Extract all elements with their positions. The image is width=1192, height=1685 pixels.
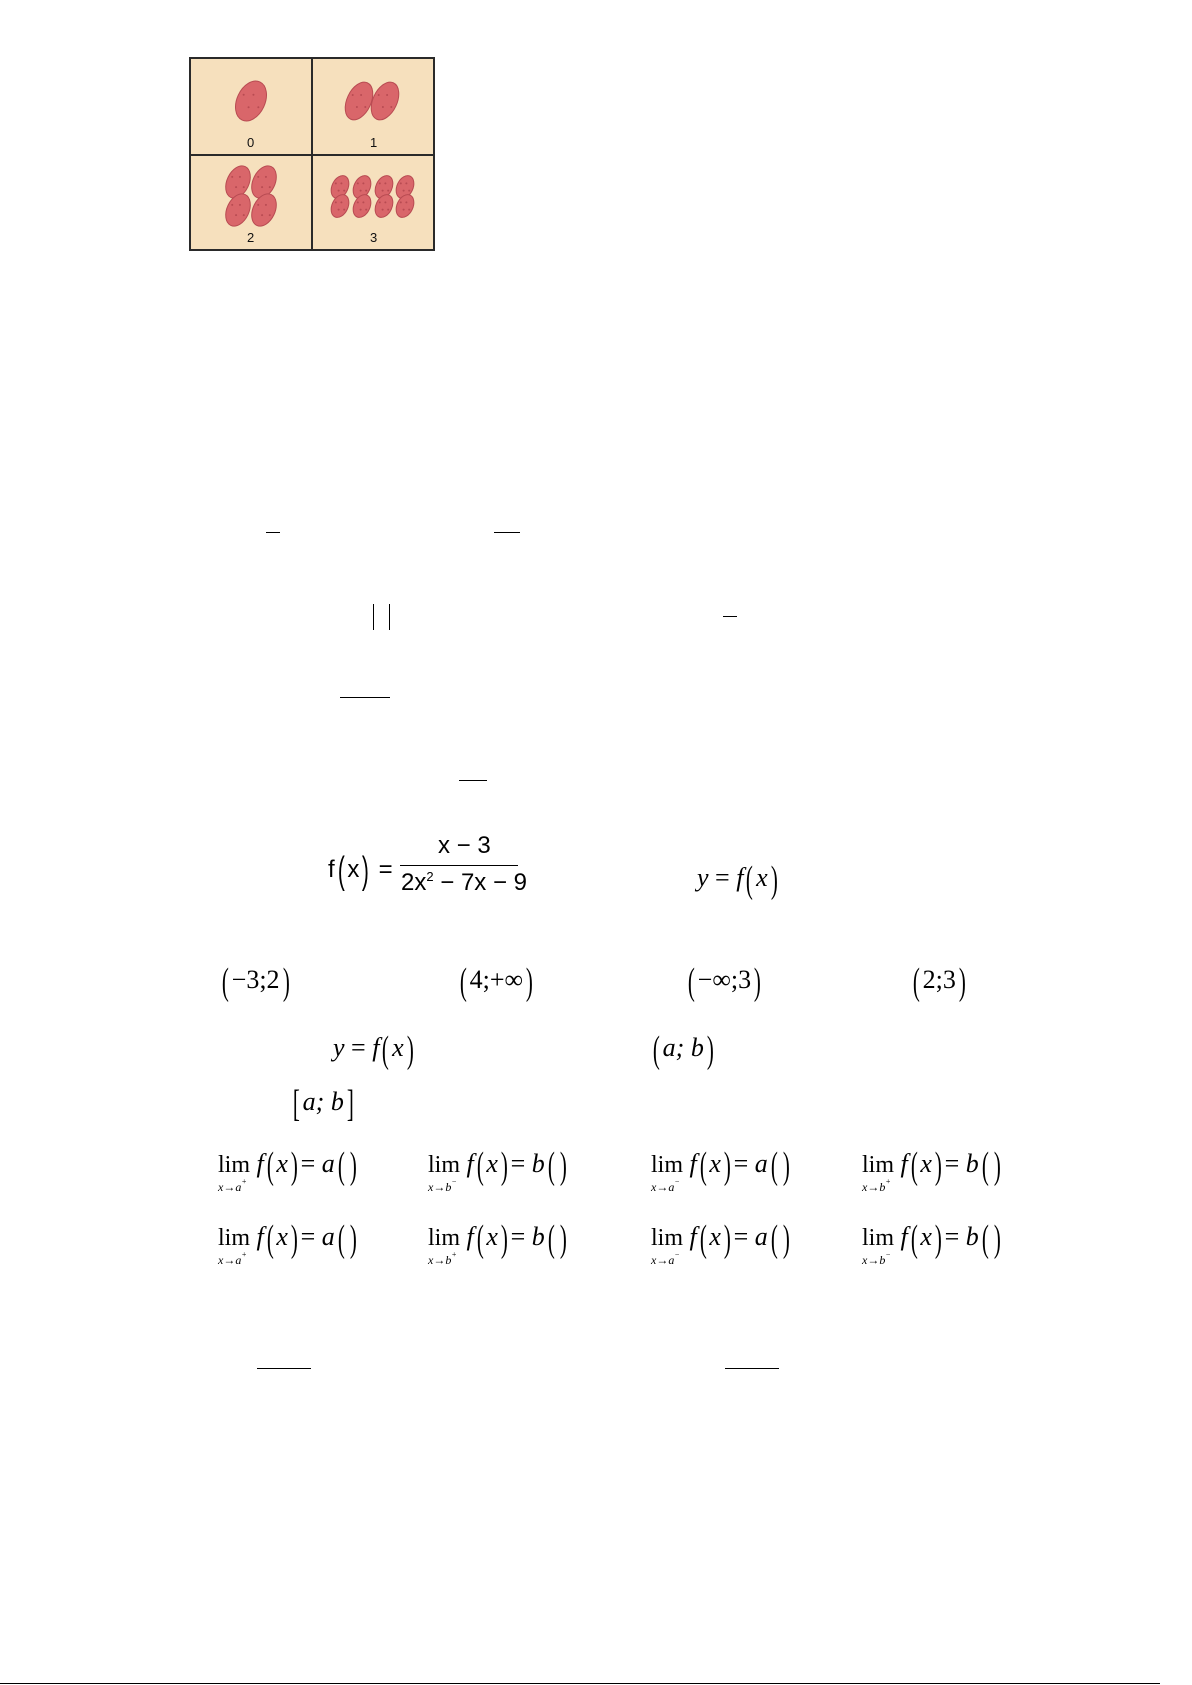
cell-speckle [265, 204, 267, 206]
cell-speckle [365, 190, 367, 192]
cell-speckle [384, 201, 386, 203]
fraction-bar [400, 865, 518, 866]
answer-line [266, 532, 280, 533]
footer-rule [0, 1683, 1160, 1684]
limit-options-row-1 [0, 1144, 1192, 1194]
cell-speckle [243, 94, 245, 96]
cell-speckle [338, 190, 340, 192]
lim-side: − [451, 1177, 457, 1186]
cell-speckle [356, 106, 358, 108]
limit-equation: f( x) = b( ) [900, 1145, 1002, 1187]
lim-side: + [885, 1177, 891, 1186]
lim-operator: lim x→b− [428, 1152, 461, 1194]
lim-operator: lim x→a+ [218, 1225, 251, 1267]
lim-side: + [451, 1250, 457, 1259]
lim-side: + [241, 1177, 247, 1186]
answer-line [725, 1368, 779, 1369]
lim-operator: lim x→b+ [428, 1225, 461, 1267]
cell-speckle [382, 106, 384, 108]
cell-speckle [239, 204, 241, 206]
abs-bar-right [389, 604, 390, 630]
limit-option [651, 1217, 793, 1267]
cell-speckle [387, 209, 389, 211]
cells-drawing [191, 59, 433, 249]
bacterium-cell [393, 192, 418, 221]
open-interval: ( a; b) [652, 1029, 714, 1071]
continuity-function: y = f( x) [333, 1029, 414, 1071]
cell-speckle [248, 106, 250, 108]
cell-speckle [343, 190, 345, 192]
bacterium-cell [247, 190, 281, 230]
cell-speckle [387, 190, 389, 192]
lim-subscript [862, 1250, 891, 1268]
function-graph-name: y = f( x) [697, 859, 778, 901]
lim-subscript-text: x→a [218, 1253, 242, 1267]
closed-interval: [ a; b] [292, 1083, 354, 1125]
lim-subscript-text: x→a [218, 1180, 242, 1194]
lim-side: + [241, 1250, 247, 1259]
cell-speckle [403, 190, 405, 192]
cell-speckle [261, 214, 263, 216]
limit-equation: f( x) = a( ) [689, 1145, 791, 1187]
limit-options-row-2 [0, 1217, 1192, 1267]
lim-subscript [651, 1250, 680, 1268]
cell-speckle [360, 94, 362, 96]
lim-side: − [674, 1177, 680, 1186]
cell-speckle [252, 94, 254, 96]
cell-label-3: 3 [370, 230, 378, 245]
interval-option-d: ( 2;3) [912, 961, 966, 1003]
limit-equation: f( x) = b( ) [466, 1218, 568, 1260]
cell-speckle [379, 182, 381, 184]
interval-option-b: ( 4;+∞) [459, 961, 533, 1003]
abs-bar-left [373, 604, 374, 630]
denominator: $2x^2 - 7x - 9$ [401, 869, 527, 896]
cell-speckle [257, 176, 259, 178]
cell-speckle [231, 176, 233, 178]
cell-speckle [405, 201, 407, 203]
cell-speckle [405, 182, 407, 184]
lim-operator: lim x→a− [651, 1152, 684, 1194]
cell-division-figure [189, 57, 435, 251]
cell-speckle [357, 182, 359, 184]
cell-speckle [269, 186, 271, 188]
cell-speckle [243, 186, 245, 188]
func-var: x [347, 856, 360, 883]
cell-speckle [382, 190, 384, 192]
cell-speckle [231, 204, 233, 206]
cell-speckle [386, 94, 388, 96]
lim-operator: lim x→b− [862, 1225, 895, 1267]
cell-speckle [235, 186, 237, 188]
answer-line [257, 1368, 311, 1369]
answer-line [459, 780, 487, 781]
limit-option [651, 1144, 793, 1194]
cell-speckle [384, 182, 386, 184]
limit-equation: f( x) = a( ) [689, 1218, 791, 1260]
bacterium-cell [221, 190, 255, 230]
lim-subscript-text: x→b [862, 1180, 886, 1194]
cell-speckle [379, 201, 381, 203]
cell-speckle [357, 201, 359, 203]
limit-option [428, 1217, 570, 1267]
lim-operator: lim x→a− [651, 1225, 684, 1267]
lim-subscript [862, 1177, 891, 1195]
cell-speckle [261, 186, 263, 188]
cell-speckle [340, 182, 342, 184]
limit-equation: f( x) = a( ) [256, 1218, 358, 1260]
cell-speckle [400, 201, 402, 203]
limit-option [862, 1217, 1004, 1267]
cell-speckle [239, 176, 241, 178]
limit-option [218, 1144, 360, 1194]
limit-equation: f( x) = a( ) [256, 1145, 358, 1187]
interval-option-a: ( −3;2) [221, 961, 290, 1003]
cell-speckle [408, 209, 410, 211]
cell-speckle [360, 190, 362, 192]
limit-equation: f( x) = b( ) [900, 1218, 1002, 1260]
cell-speckle [352, 94, 354, 96]
limit-option [428, 1144, 570, 1194]
bacterium-cell [229, 76, 272, 126]
cell-speckle [400, 182, 402, 184]
cell-speckle [390, 106, 392, 108]
cell-speckle [343, 209, 345, 211]
func-name: f [328, 856, 335, 883]
cell-speckle [365, 209, 367, 211]
limit-equation: f( x) = b( ) [466, 1145, 568, 1187]
bacterium-cell [328, 192, 353, 221]
lim-subscript-text: x→b [428, 1253, 452, 1267]
lim-subscript [218, 1177, 247, 1195]
cell-speckle [243, 214, 245, 216]
cell-speckle [257, 204, 259, 206]
answer-line [494, 532, 520, 533]
cell-speckle [335, 182, 337, 184]
answer-line [723, 616, 737, 617]
cell-label-0: 0 [247, 135, 255, 150]
lim-side: − [674, 1250, 680, 1259]
cell-speckle [360, 209, 362, 211]
cell-speckle [364, 106, 366, 108]
lim-subscript [651, 1177, 680, 1195]
lim-subscript [428, 1250, 457, 1268]
lim-subscript [428, 1177, 457, 1195]
limit-option [218, 1217, 360, 1267]
answer-line [340, 697, 390, 698]
cell-label-1: 1 [370, 135, 378, 150]
cell-speckle [335, 201, 337, 203]
cell-speckle [378, 94, 380, 96]
bacterium-cell [350, 192, 375, 221]
cell-speckle [269, 214, 271, 216]
lim-subscript-text: x→a [651, 1180, 675, 1194]
cell-speckle [408, 190, 410, 192]
cell-speckle [340, 201, 342, 203]
bacterium-cell [372, 192, 397, 221]
numerator: x − 3 [438, 832, 491, 859]
limit-option [862, 1144, 1004, 1194]
cell-label-2: 2 [247, 230, 255, 245]
lim-operator: lim x→b+ [862, 1152, 895, 1194]
cell-speckle [265, 176, 267, 178]
lim-subscript-text: x→a [651, 1253, 675, 1267]
cell-speckle [403, 209, 405, 211]
cell-speckle [382, 209, 384, 211]
cell-speckle [362, 201, 364, 203]
lim-operator: lim x→a+ [218, 1152, 251, 1194]
interval-option-c: ( −∞;3) [687, 961, 761, 1003]
cell-speckle [338, 209, 340, 211]
lim-subscript [218, 1250, 247, 1268]
cell-speckle [362, 182, 364, 184]
cell-speckle [257, 106, 259, 108]
cell-speckle [235, 214, 237, 216]
lim-subscript-text: x→b [862, 1253, 886, 1267]
lim-subscript-text: x→b [428, 1180, 452, 1194]
lim-side: − [885, 1250, 891, 1259]
